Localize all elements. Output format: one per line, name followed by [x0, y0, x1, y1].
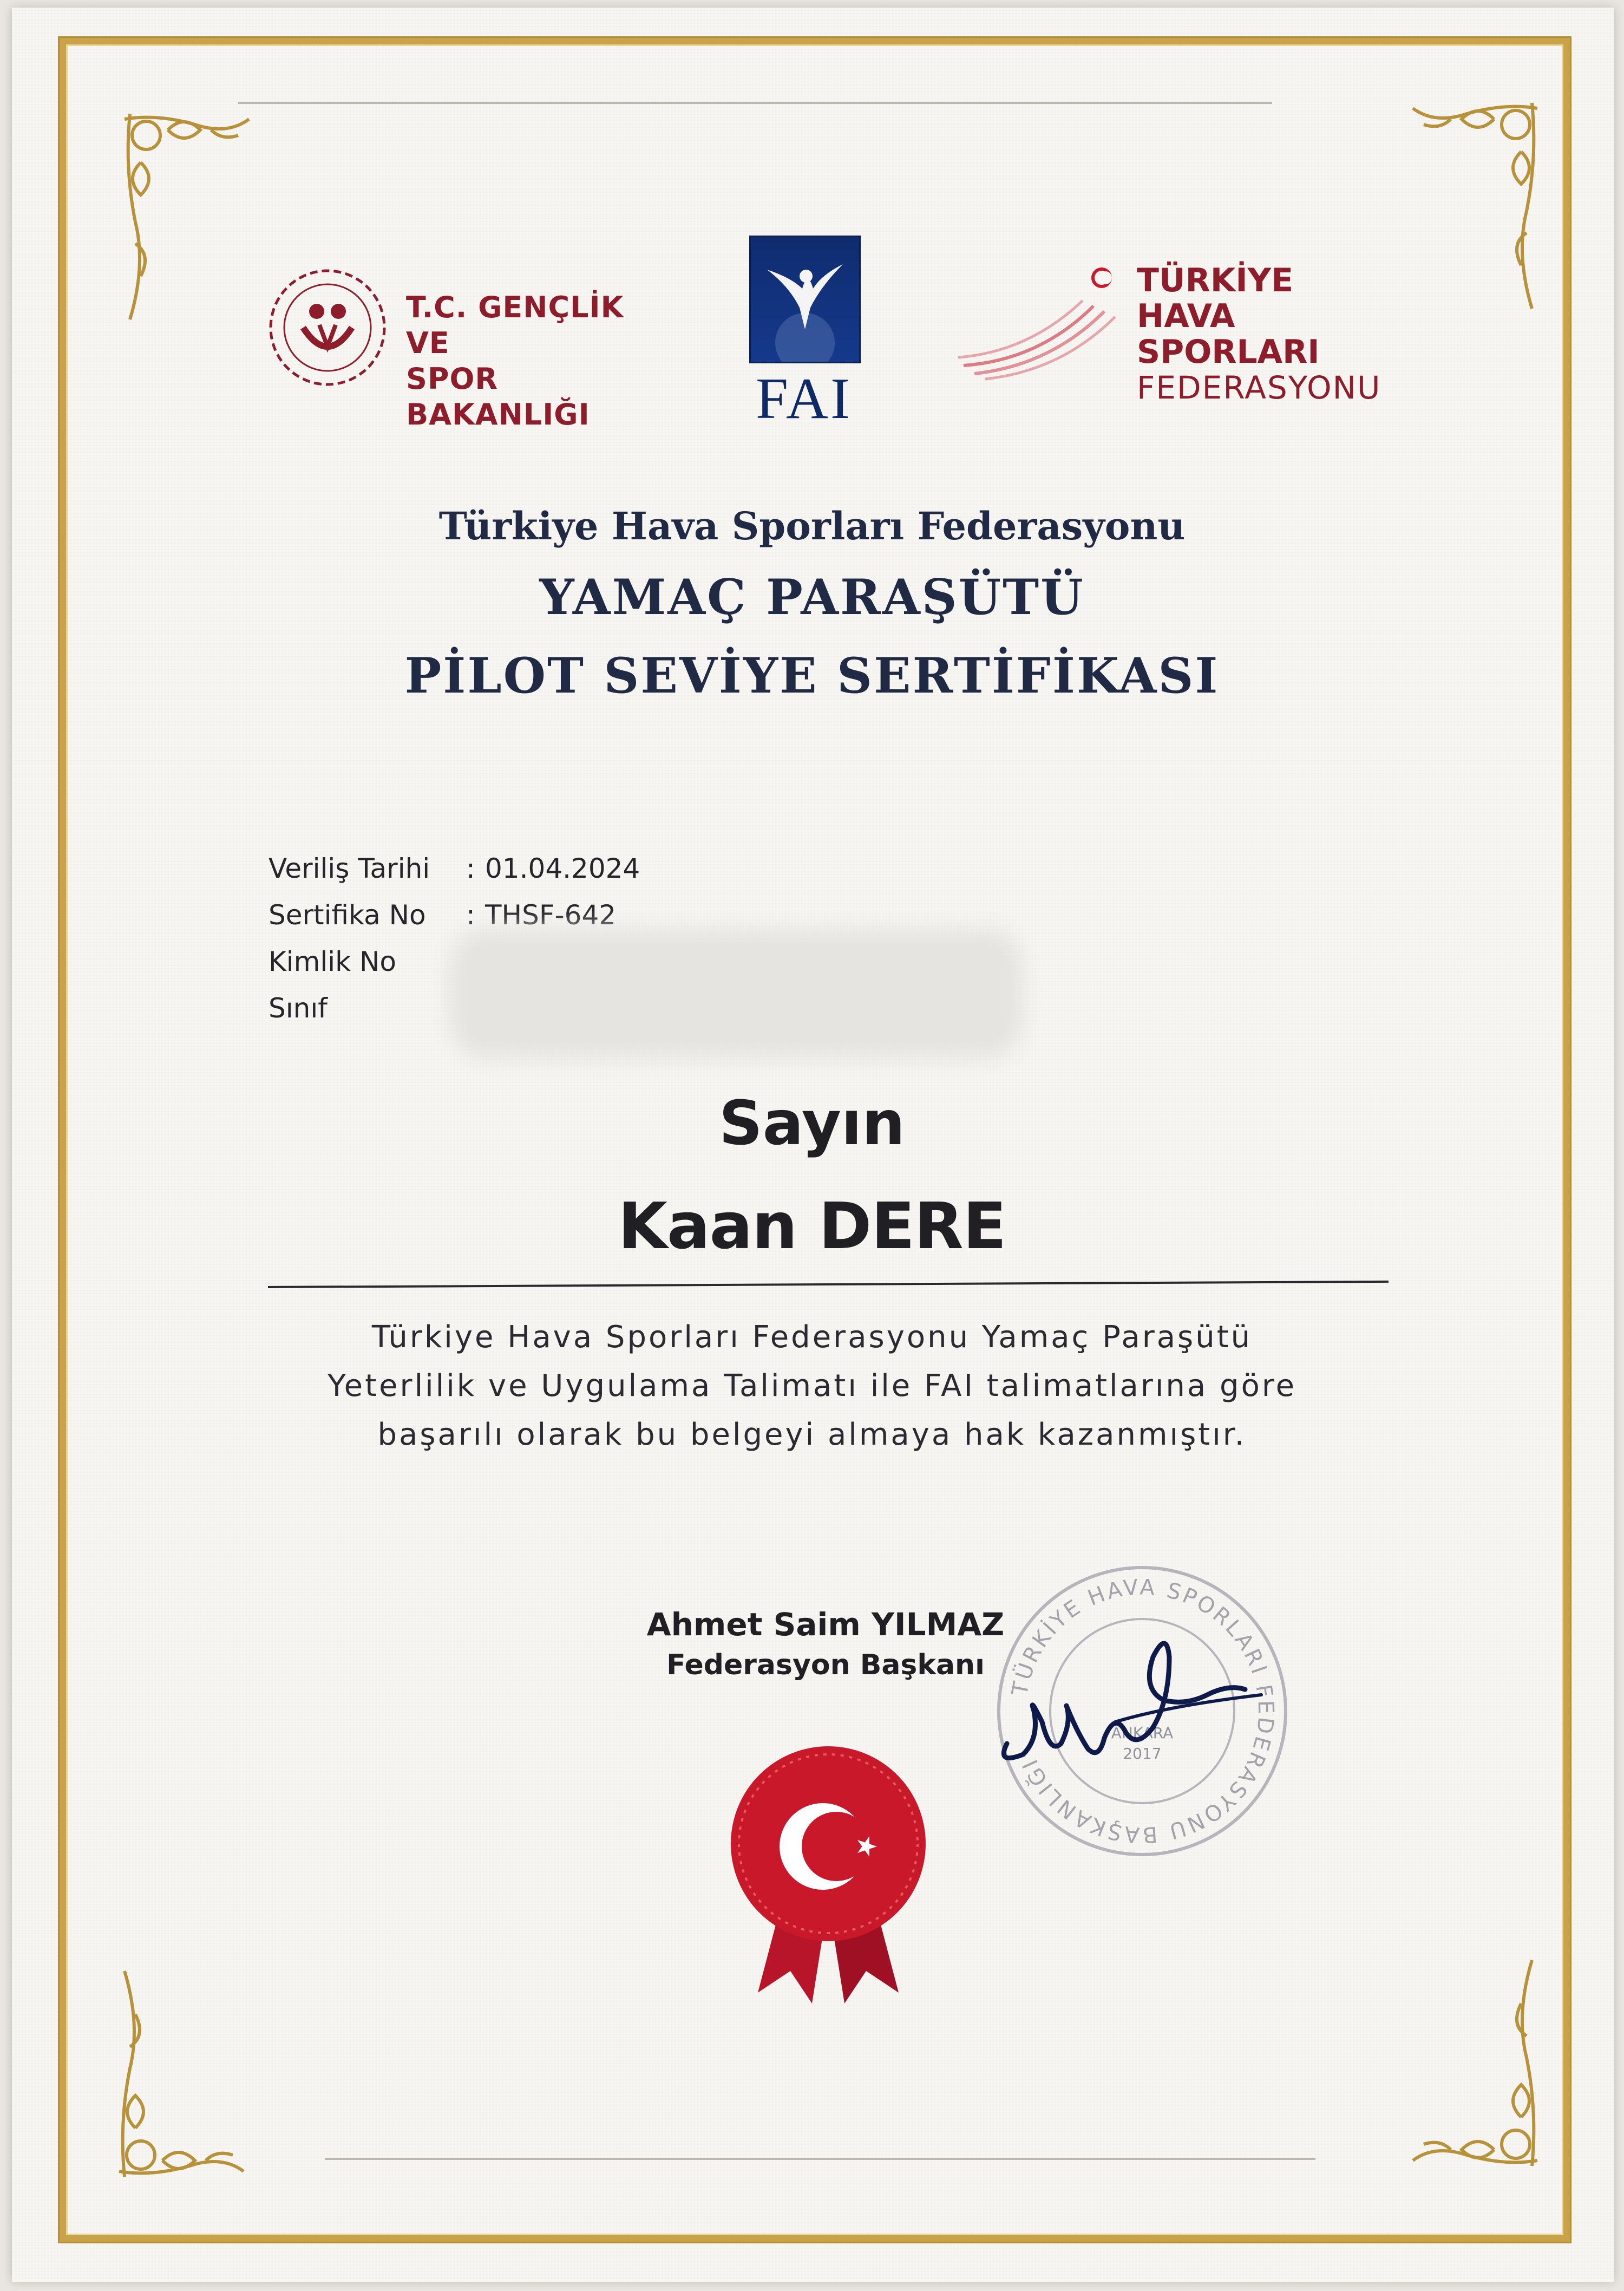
signatory-name: Ahmet Saim YILMAZ [646, 1606, 1005, 1643]
signatory-title: Federasyon Başkanı [666, 1649, 985, 1681]
fai-label: FAI [755, 367, 852, 431]
federation-stamp [991, 1559, 1294, 1863]
federation-swoosh-icon [958, 257, 1137, 382]
field-label: Veriliş Tarihi [269, 853, 430, 884]
stamp-city: ANKARA [1111, 1724, 1174, 1742]
field-label: Kimlik No [269, 946, 397, 977]
redaction-blur [466, 945, 1007, 1042]
federation-line2: HAVA SPORLARI [1137, 297, 1320, 371]
certificate-title-line2: PİLOT SEVİYE SERTİFİKASI [404, 647, 1220, 704]
stamp-year: 2017 [1123, 1745, 1162, 1763]
fai-logo [742, 230, 866, 431]
certificate-body [0, 1313, 1624, 1459]
stamp-ring-text: TÜRKİYE HAVA SPORLARI FEDERASYONU BAŞKANLIĞI [1007, 1575, 1279, 1848]
recipient-name: Kaan DERE [618, 1189, 1006, 1263]
corner-ornament-top-left [114, 103, 276, 330]
eagle-icon [751, 237, 859, 362]
turkish-flag-seal-icon [720, 1738, 937, 2009]
signatory-block [623, 1603, 1029, 1684]
field-label: Sertifika No [269, 899, 426, 931]
ministry-line1: T.C. GENÇLİK VE [406, 290, 624, 360]
federation-line1: TÜRKİYE [1137, 262, 1294, 299]
field-value: 01.04.2024 [485, 853, 640, 884]
certificate-title-line1: YAMAÇ PARAŞÜTÜ [539, 569, 1085, 626]
corner-ornament-bottom-left [108, 1960, 271, 2188]
federation-line3: FEDERASYONU [1137, 369, 1381, 406]
svg-text:TÜRKİYE HAVA SPORLARI FEDERASY [1007, 1575, 1279, 1847]
organization-heading: Türkiye Hava Sporları Federasyonu [438, 504, 1186, 549]
federation-logo [958, 252, 1424, 406]
corner-ornament-bottom-right [1386, 1949, 1548, 2177]
ministry-logo [260, 265, 660, 432]
fai-emblem [749, 236, 861, 363]
ministry-emblem-icon [265, 265, 390, 390]
body-line-3: başarılı olarak bu belgeyi almaya hak kazanmıştır. [377, 1417, 1247, 1452]
body-line-2: Yeterlilik ve Uygulama Talimatı ile FAI talimatlarına göre [327, 1368, 1297, 1404]
field-label: Sınıf [269, 993, 328, 1024]
top-rule [238, 102, 1272, 104]
bottom-rule [325, 2158, 1315, 2160]
field-separator: : [466, 853, 475, 884]
body-line-1: Türkiye Hava Sporları Federasyonu Yamaç Paraşütü [371, 1320, 1253, 1355]
field-separator: : [466, 899, 475, 931]
field-value: THSF-642 [485, 899, 617, 931]
ministry-line2: SPOR BAKANLIĞI [406, 362, 590, 432]
salutation: Sayın [719, 1088, 905, 1159]
